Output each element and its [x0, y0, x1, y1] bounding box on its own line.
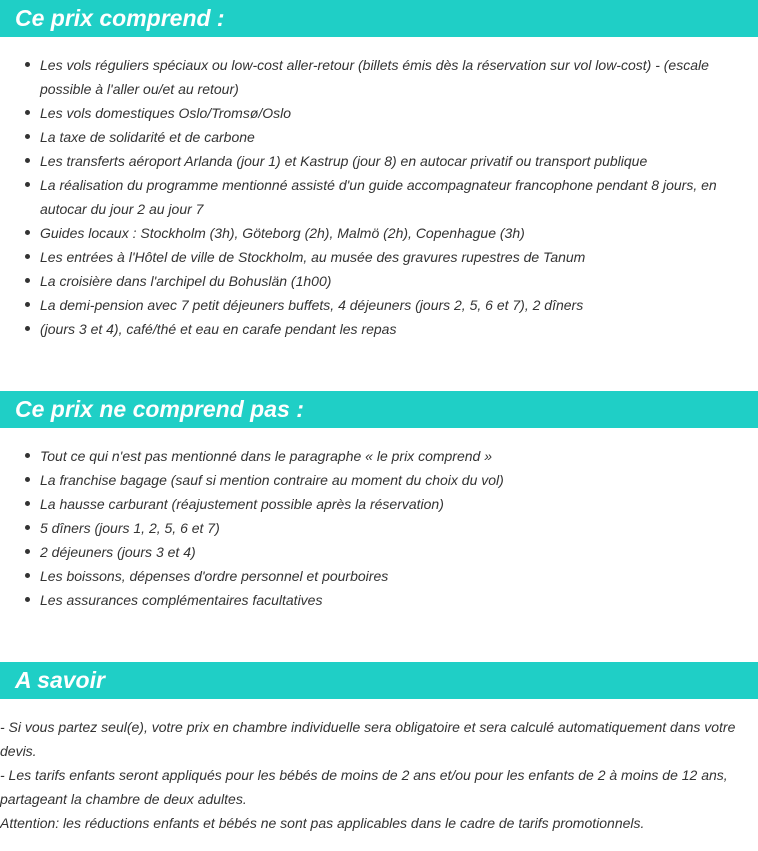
- list-item: Les entrées à l'Hôtel de ville de Stockholm, au musée des gravures rupestres de Tanum: [0, 245, 758, 269]
- list-item: La demi-pension avec 7 petit déjeuners buffets, 4 déjeuners (jours 2, 5, 6 et 7), 2 dîners: [0, 293, 758, 317]
- list-item: Les transferts aéroport Arlanda (jour 1) et Kastrup (jour 8) en autocar privatif ou transport publique: [0, 149, 758, 173]
- list-item: Les assurances complémentaires facultatives: [0, 588, 758, 612]
- list-item: La franchise bagage (sauf si mention contraire au moment du choix du vol): [0, 468, 758, 492]
- list-item: Les vols réguliers spéciaux ou low-cost aller-retour (billets émis dès la réservation sur vol low-cost) - (escale possible à l'aller ou/et au retour): [0, 53, 758, 101]
- list-item: Les vols domestiques Oslo/Tromsø/Oslo: [0, 101, 758, 125]
- list-item: Guides locaux : Stockholm (3h), Göteborg (2h), Malmö (2h), Copenhague (3h): [0, 221, 758, 245]
- list-item: La hausse carburant (réajustement possible après la réservation): [0, 492, 758, 516]
- info-line-child-rates: - Les tarifs enfants seront appliqués pour les bébés de moins de 2 ans et/ou pour les enfants de 2 à moins de 12 ans, partageant la chambre de deux adultes.: [0, 767, 728, 807]
- list-item: Les boissons, dépenses d'ordre personnel et pourboires: [0, 564, 758, 588]
- list-item: Tout ce qui n'est pas mentionné dans le paragraphe « le prix comprend »: [0, 444, 758, 468]
- list-item: 5 dîners (jours 1, 2, 5, 6 et 7): [0, 516, 758, 540]
- section-header-included: [0, 0, 758, 37]
- list-item: La taxe de solidarité et de carbone: [0, 125, 758, 149]
- section-title-included: Ce prix comprend :: [15, 5, 225, 31]
- section-title-info: A savoir: [15, 667, 105, 693]
- list-item: La croisière dans l'archipel du Bohuslän (1h00): [0, 269, 758, 293]
- section-header-info: [0, 662, 758, 699]
- info-line-attention: Attention: les réductions enfants et bébés ne sont pas applicables dans le cadre de tarifs promotionnels.: [0, 815, 645, 831]
- section-title-excluded: Ce prix ne comprend pas :: [15, 396, 304, 422]
- section-header-excluded: [0, 391, 758, 428]
- list-item: La réalisation du programme mentionné assisté d'un guide accompagnateur francophone pendant 8 jours, en autocar du jour 2 au jour 7: [0, 173, 758, 221]
- list-item: 2 déjeuners (jours 3 et 4): [0, 540, 758, 564]
- info-text: [0, 715, 752, 835]
- list-item: (jours 3 et 4), café/thé et eau en carafe pendant les repas: [0, 317, 758, 341]
- included-list: [0, 53, 758, 341]
- info-line-single-room: - Si vous partez seul(e), votre prix en chambre individuelle sera obligatoire et sera calculé automatiquement dans votre devis.: [0, 719, 736, 759]
- excluded-list: [0, 444, 758, 612]
